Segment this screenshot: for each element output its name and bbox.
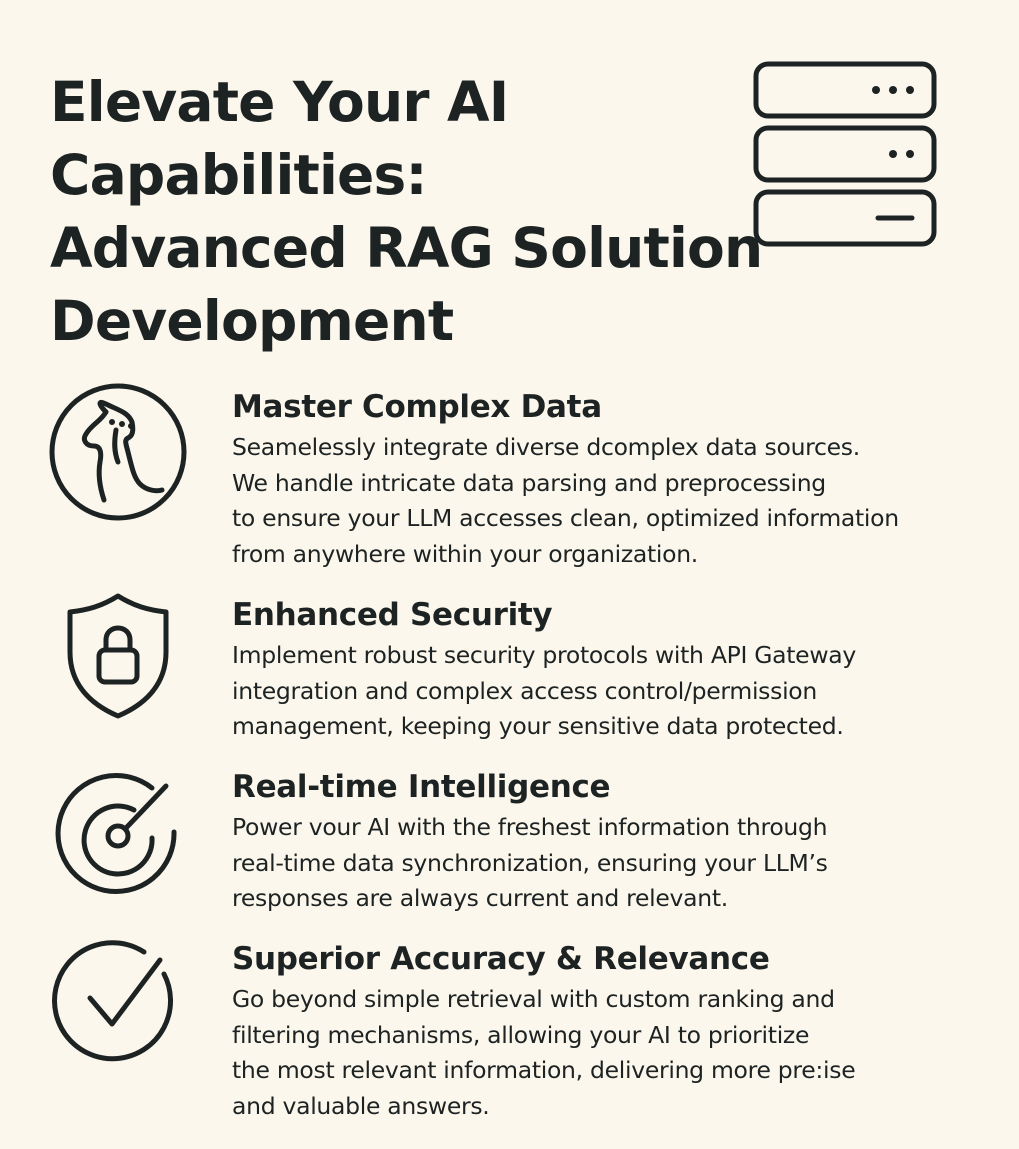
feature-heading: Master Complex Data: [232, 389, 602, 425]
description-line: Power vour AI with the freshest information through: [232, 813, 828, 841]
description-line: and valuable answers.: [232, 1091, 490, 1120]
description-line: Seamelessly integrate diverse dcomplex data sources.: [232, 433, 860, 461]
description-line: responses are always current and relevant.: [232, 884, 728, 912]
feature-heading: Real-time Intelligence: [232, 769, 611, 805]
description-line: filtering mechanisms, allowing your AI to prioritize: [232, 1020, 810, 1049]
feature-description: [232, 430, 899, 572]
description-line: the most relevant information, delivering more pre:ise: [232, 1056, 856, 1084]
description-line: Go beyond simple retrieval with custom ranking and: [232, 985, 835, 1013]
check-circle-icon: [48, 932, 188, 1072]
description-line: We handle intricate data parsing and preprocessing: [232, 468, 826, 497]
description-line: to ensure your LLM accesses clean, optimized information: [232, 504, 899, 532]
llama-icon: [48, 382, 188, 522]
feature-description: [232, 638, 856, 745]
description-line: Implement robust security protocols with API Gateway: [232, 641, 856, 669]
description-line: integration and complex access control/permission: [232, 676, 817, 705]
page-title: [50, 66, 763, 358]
shield-lock-icon: [48, 588, 188, 728]
description-line: from anywhere within your organization.: [232, 539, 698, 568]
description-line: management, keeping your sensitive data protected.: [232, 712, 844, 740]
title-line: Advanced RAG Solution: [50, 216, 763, 280]
title-line: Development: [50, 289, 454, 353]
feature-heading: Superior Accuracy & Relevance: [232, 941, 770, 977]
radar-icon: [48, 766, 188, 906]
feature-description: [232, 810, 828, 917]
server-rack-icon: [748, 58, 944, 250]
feature-heading: Enhanced Security: [232, 597, 553, 633]
description-line: real-time data synchronization, ensuring your LLM’s: [232, 848, 828, 877]
feature-description: [232, 982, 855, 1124]
title-line: Elevate Your AI: [50, 70, 509, 134]
title-line: Capabilities:: [50, 143, 427, 207]
